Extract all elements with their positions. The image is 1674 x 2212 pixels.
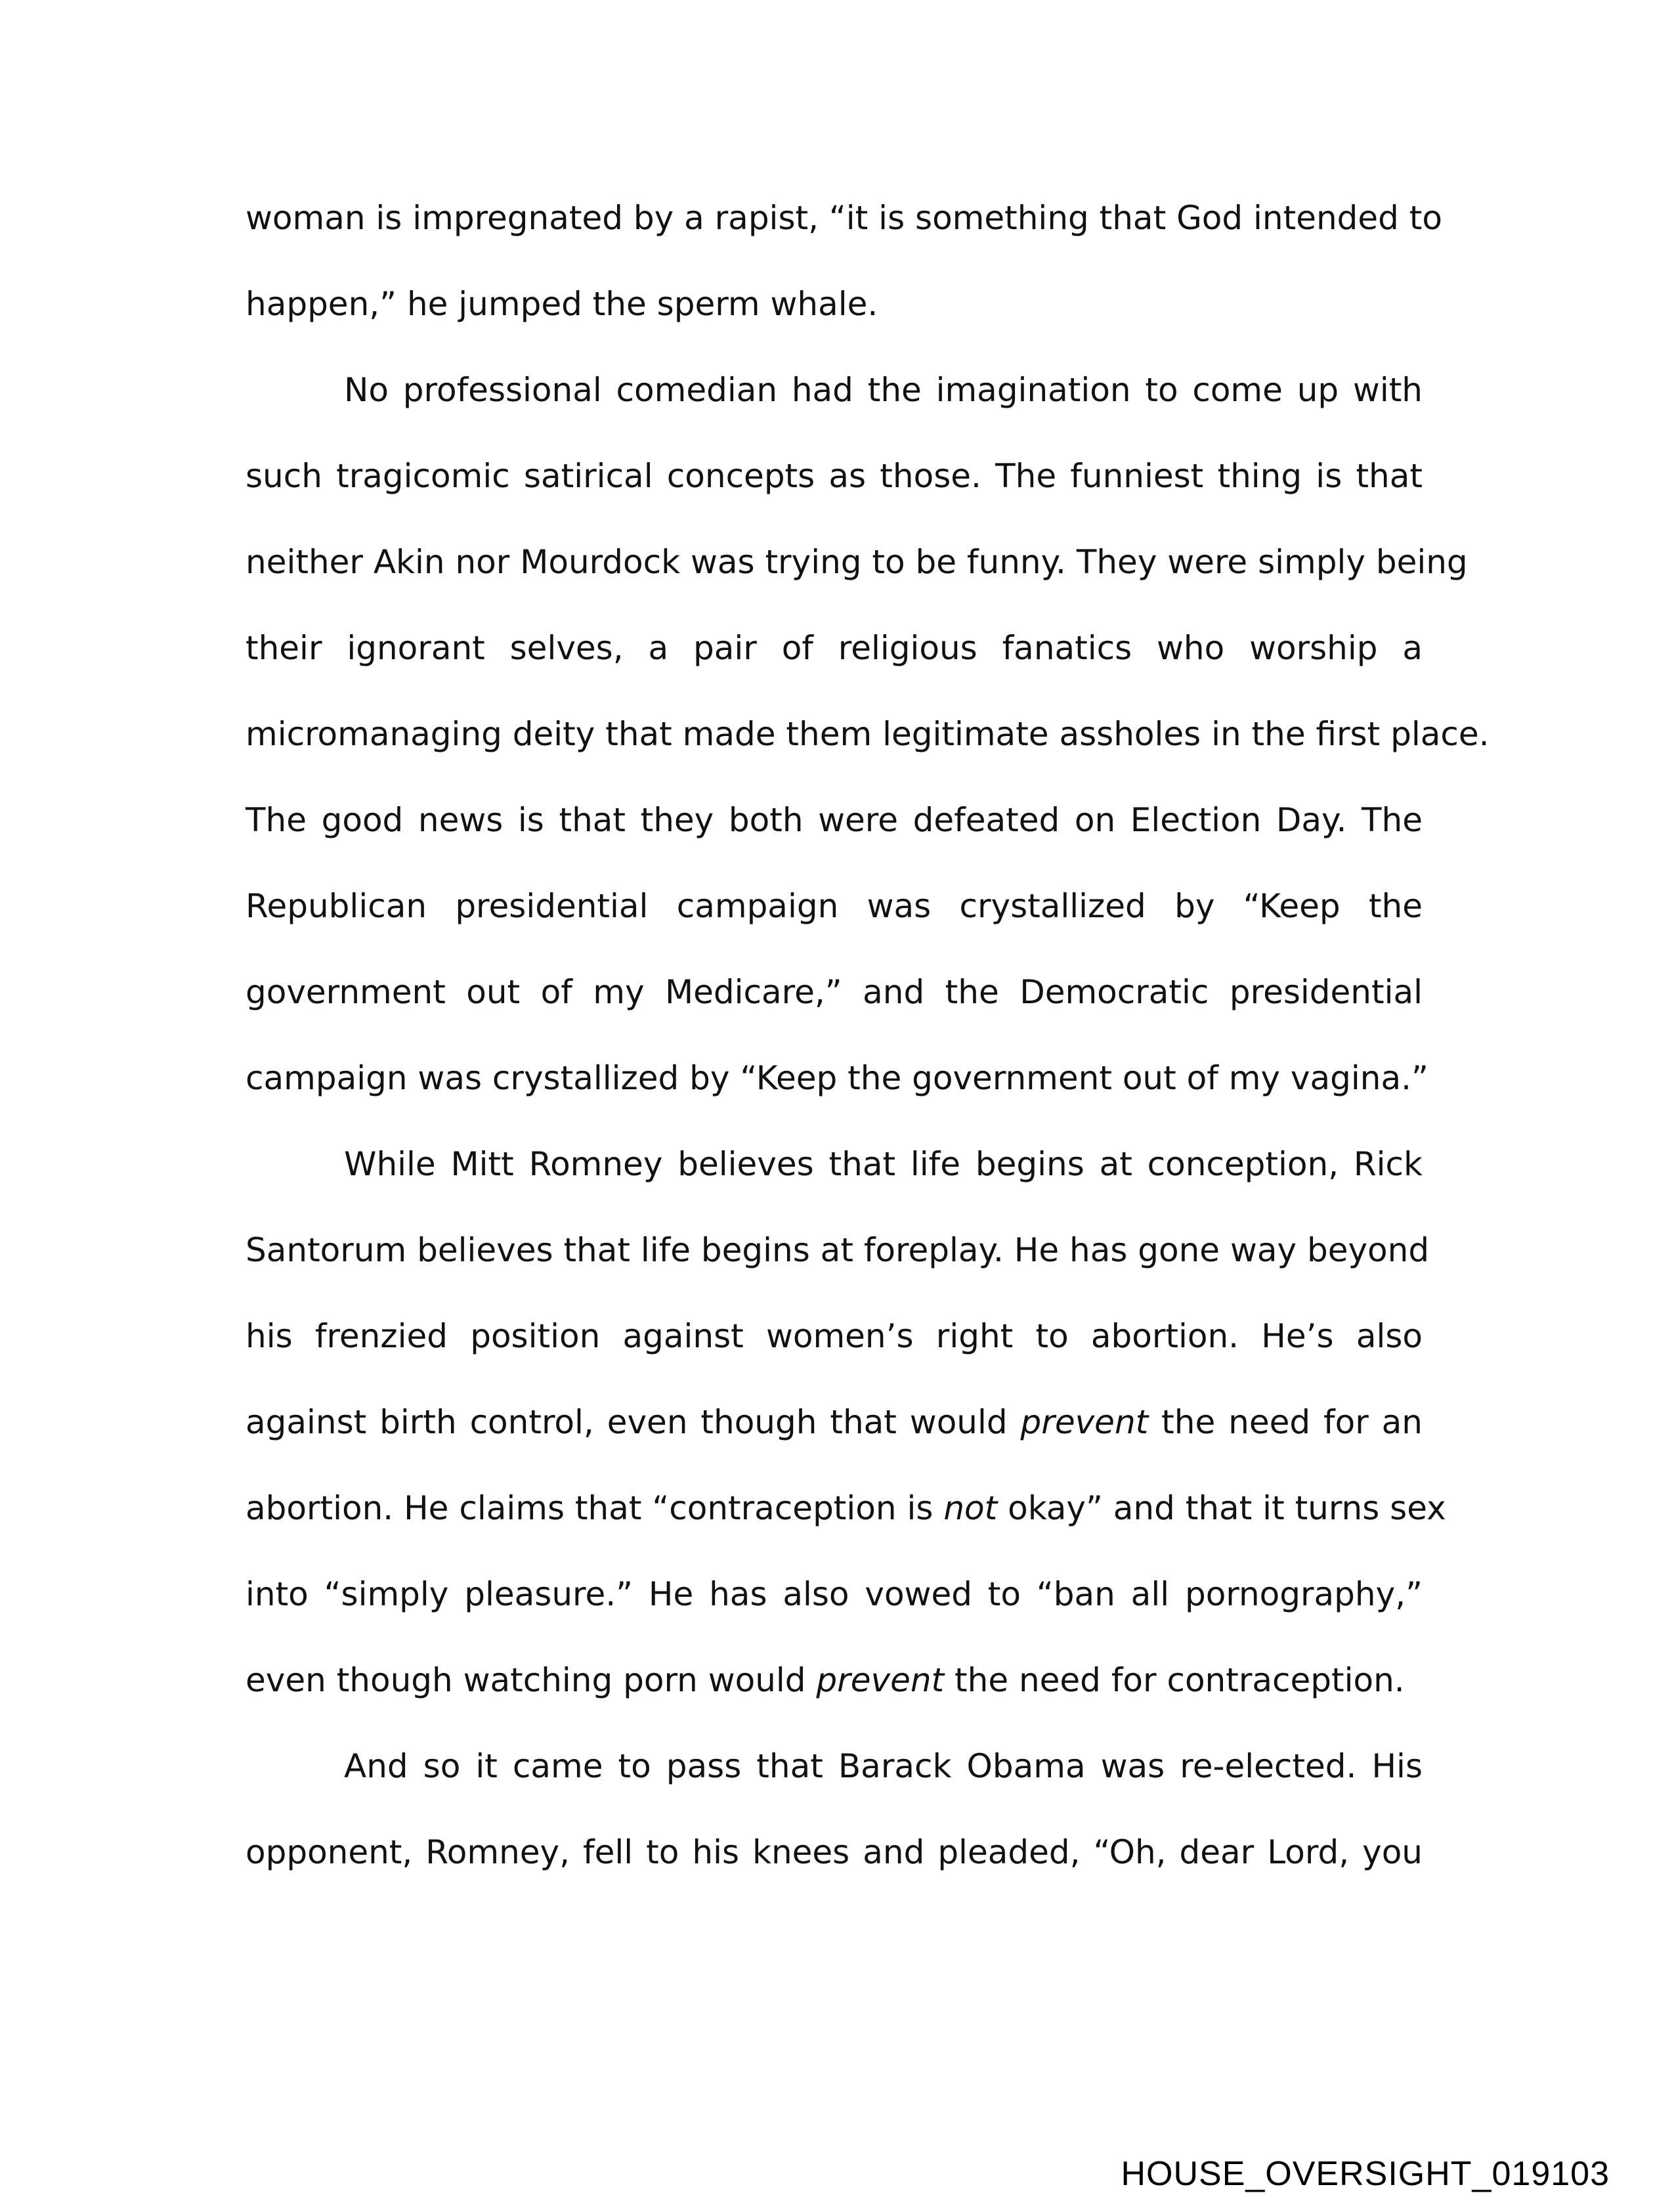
paragraph-start-line: And so it came to pass that Barack Obama was re-elected. His	[344, 1747, 1423, 1785]
italic-emphasis: prevent	[816, 1661, 945, 1699]
text-segment: against birth control, even though that would	[246, 1403, 1021, 1441]
text-line: Republican presidential campaign was crystallized by “Keep the	[246, 887, 1423, 925]
paragraph-start-line: No professional comedian had the imagination to come up with	[344, 371, 1423, 409]
text-line: his frenzied position against women’s right to abortion. He’s also	[246, 1317, 1423, 1355]
text-line: into “simply pleasure.” He has also vowed to “ban all pornography,”	[246, 1575, 1423, 1613]
text-line: neither Akin nor Mourdock was trying to be funny. They were simply being	[246, 543, 1468, 581]
text-line: such tragicomic satirical concepts as those. The funniest thing is that	[246, 457, 1423, 495]
text-line: government out of my Medicare,” and the Democratic presidential	[246, 973, 1423, 1011]
paragraph-start-line: While Mitt Romney believes that life begins at conception, Rick	[344, 1145, 1423, 1183]
italic-emphasis: prevent	[1020, 1403, 1149, 1441]
text-line: The good news is that they both were defeated on Election Day. The	[246, 801, 1423, 839]
text-line: opponent, Romney, fell to his knees and pleaded, “Oh, dear Lord, you	[246, 1833, 1423, 1871]
text-line: campaign was crystallized by “Keep the government out of my vagina.”	[246, 1059, 1428, 1097]
text-segment: okay” and that it turns sex	[997, 1489, 1446, 1527]
text-segment: the need for contraception.	[944, 1661, 1405, 1699]
text-line: their ignorant selves, a pair of religious fanatics who worship a	[246, 629, 1423, 667]
text-line: Santorum believes that life begins at foreplay. He has gone way beyond	[246, 1231, 1430, 1269]
text-line	[246, 1399, 1423, 1445]
text-line	[246, 1485, 1446, 1531]
text-segment: abortion. He claims that “contraception is	[246, 1489, 944, 1527]
text-segment: even though watching porn would	[246, 1661, 817, 1699]
text-line: woman is impregnated by a rapist, “it is something that God intended to	[246, 199, 1442, 237]
text-line: micromanaging deity that made them legitimate assholes in the first place.	[246, 715, 1490, 753]
text-line: happen,” he jumped the sperm whale.	[246, 285, 878, 323]
text-segment: the need for an	[1148, 1403, 1423, 1441]
italic-emphasis: not	[943, 1489, 998, 1527]
bates-stamp: HOUSE_OVERSIGHT_019103	[1121, 2155, 1610, 2193]
text-line	[246, 1657, 1423, 1703]
